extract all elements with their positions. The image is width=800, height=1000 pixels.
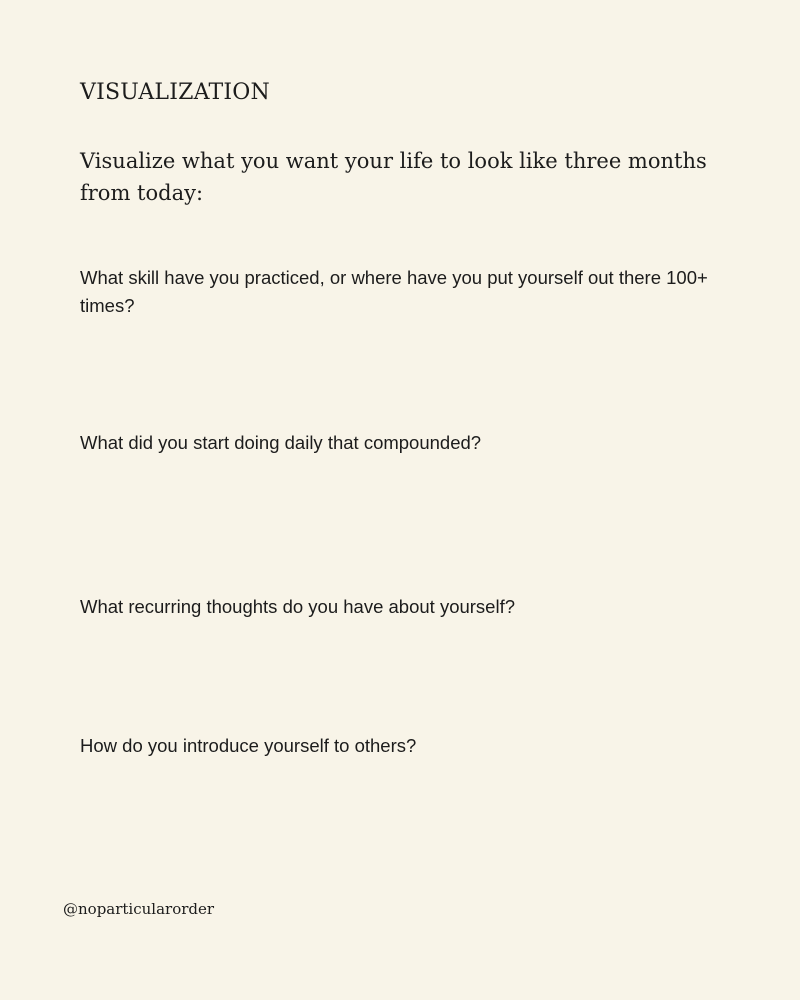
question-1: What skill have you practiced, or where have you put yourself out there 100+ times? bbox=[80, 267, 708, 316]
intro-prompt: Visualize what you want your life to look like three months from today: bbox=[80, 149, 707, 205]
question-3: What recurring thoughts do you have about yourself? bbox=[80, 596, 516, 617]
question-4: How do you introduce yourself to others? bbox=[80, 735, 417, 756]
question-2: What did you start doing daily that compounded? bbox=[80, 432, 482, 453]
author-handle: @noparticularorder bbox=[63, 900, 215, 918]
page-title: VISUALIZATION bbox=[80, 80, 270, 105]
